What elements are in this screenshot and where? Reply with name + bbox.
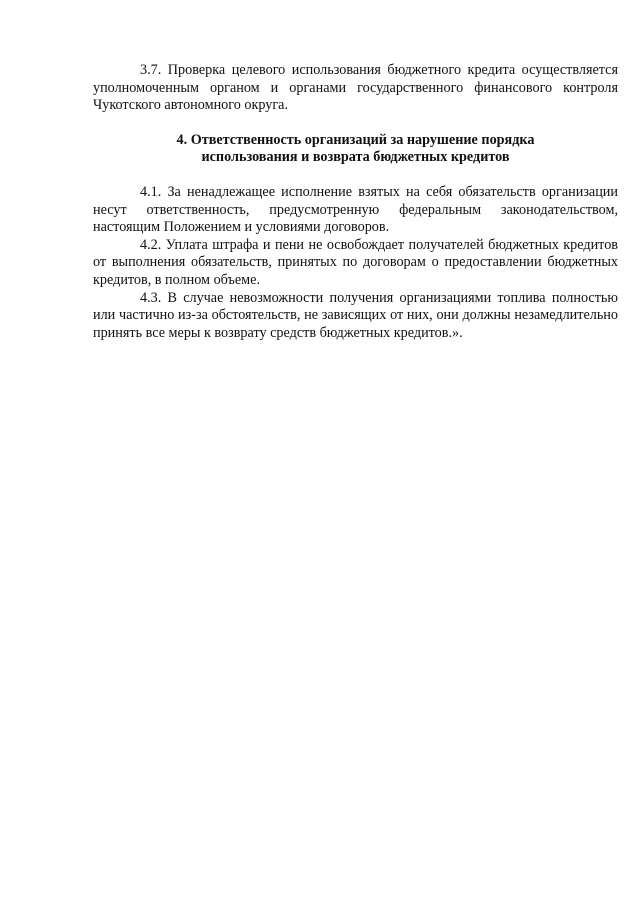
paragraph-4-1: 4.1. За ненадлежащее исполнение взятых на себя обязательств организации несут ответственность, предусмотренную федеральным законодательством, настоящим Положением и условиями договоров.	[93, 183, 618, 236]
section-heading-line-1: 4. Ответственность организаций за нарушение порядка	[176, 131, 535, 148]
section-heading-line-2: использования и возврата бюджетных кредитов	[201, 149, 510, 166]
paragraph-4-2: 4.2. Уплата штрафа и пени не освобождает получателей бюджетных кредитов от выполнения обязательств, принятых по договорам о предоставлении бюджетных кредитов, в полном объеме.	[93, 236, 618, 288]
paragraph-4-3: 4.3. В случае невозможности получения организациями топлива полностью или частично из-за обстоятельств, не зависящих от них, они должны незамедлительно принять все меры к возврату средств бюджетных кредитов.».	[93, 289, 618, 341]
paragraph-3-7: 3.7. Проверка целевого использования бюджетного кредита осуществляется уполномоченным органом и органами государственного финансового контроля Чукотского автономного округа.	[93, 62, 618, 114]
document-body	[93, 62, 618, 342]
section-heading	[93, 132, 618, 167]
